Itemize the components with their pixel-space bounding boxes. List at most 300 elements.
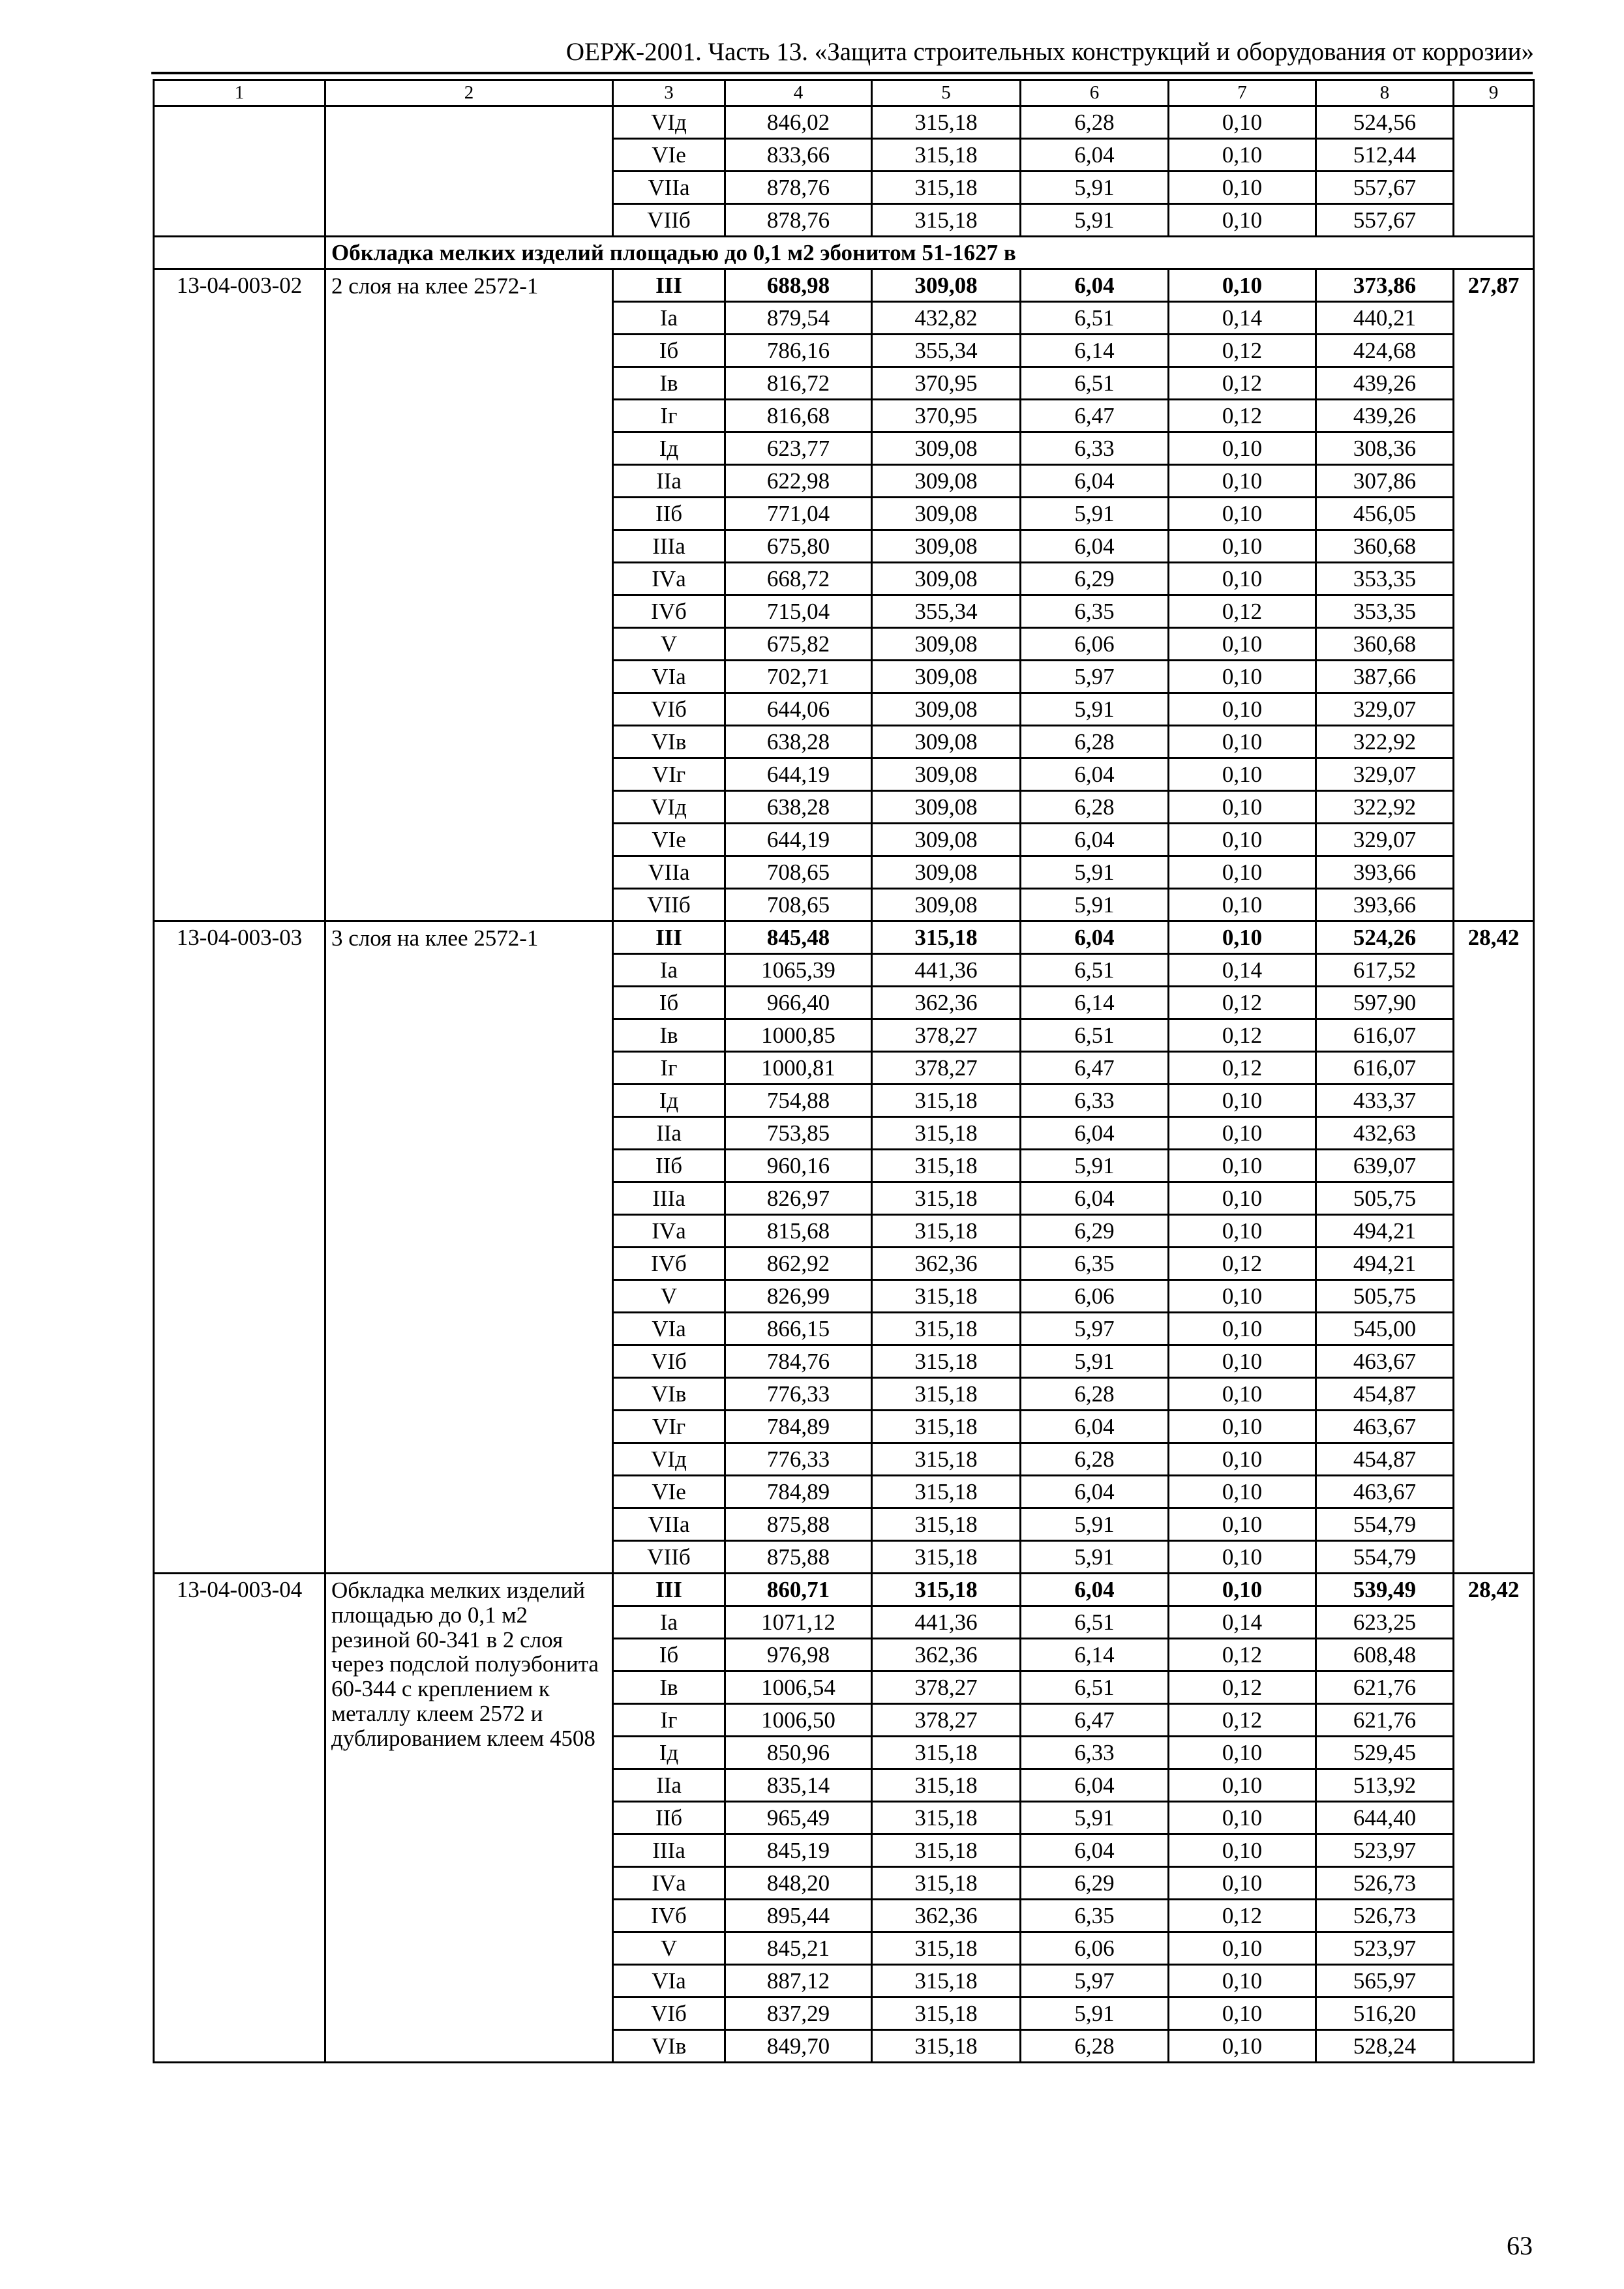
rate-cell: 27,87 [1454, 269, 1534, 921]
value-cell: 5,91 [1021, 498, 1169, 530]
zone-cell: V [613, 1280, 725, 1313]
value-cell: 835,14 [725, 1769, 872, 1802]
value-cell: 623,77 [725, 432, 872, 465]
value-cell: 5,91 [1021, 1802, 1169, 1834]
value-cell: 433,37 [1316, 1085, 1454, 1117]
column-number: 3 [613, 80, 725, 106]
rate-cell: 28,42 [1454, 1574, 1534, 2063]
value-cell: 0,10 [1169, 889, 1316, 921]
value-cell: 0,10 [1169, 530, 1316, 563]
column-number: 6 [1021, 80, 1169, 106]
value-cell: 608,48 [1316, 1639, 1454, 1671]
zone-cell: VIе [613, 1476, 725, 1508]
value-cell: 597,90 [1316, 987, 1454, 1019]
value-cell: 315,18 [872, 921, 1021, 954]
value-cell: 0,10 [1169, 1965, 1316, 1997]
value-cell: 621,76 [1316, 1671, 1454, 1704]
value-cell: 5,91 [1021, 1541, 1169, 1574]
value-cell: 494,21 [1316, 1248, 1454, 1280]
value-cell: 315,18 [872, 1182, 1021, 1215]
value-cell: 638,28 [725, 791, 872, 824]
zone-cell: V [613, 628, 725, 661]
value-cell: 6,47 [1021, 1052, 1169, 1085]
value-cell: 315,18 [872, 1769, 1021, 1802]
value-cell: 0,10 [1169, 758, 1316, 791]
value-cell: 1006,50 [725, 1704, 872, 1737]
table-row [154, 106, 1534, 139]
value-cell: 315,18 [872, 1345, 1021, 1378]
value-cell: 816,72 [725, 367, 872, 400]
value-cell: 360,68 [1316, 628, 1454, 661]
column-number: 4 [725, 80, 872, 106]
value-cell: 6,06 [1021, 1932, 1169, 1965]
value-cell: 6,51 [1021, 954, 1169, 987]
column-number: 7 [1169, 80, 1316, 106]
value-cell: 315,18 [872, 1541, 1021, 1574]
zone-cell: VIб [613, 1345, 725, 1378]
value-cell: 545,00 [1316, 1313, 1454, 1345]
value-cell: 771,04 [725, 498, 872, 530]
value-cell: 833,66 [725, 139, 872, 172]
value-cell: 0,10 [1169, 172, 1316, 204]
value-cell: 378,27 [872, 1052, 1021, 1085]
zone-cell: V [613, 1932, 725, 1965]
value-cell: 875,88 [725, 1508, 872, 1541]
value-cell: 528,24 [1316, 2030, 1454, 2063]
value-cell: 309,08 [872, 432, 1021, 465]
code-cell: 13-04-003-04 [154, 1574, 325, 2063]
value-cell: 0,10 [1169, 1834, 1316, 1867]
section-title: Обкладка мелких изделий площадью до 0,1 м2 эбонитом 51-1627 в [325, 237, 1534, 269]
value-cell: 786,16 [725, 335, 872, 367]
value-cell: 6,28 [1021, 791, 1169, 824]
value-cell: 784,76 [725, 1345, 872, 1378]
value-cell: 456,05 [1316, 498, 1454, 530]
zone-cell: Iа [613, 302, 725, 335]
value-cell: 0,10 [1169, 856, 1316, 889]
value-cell: 315,18 [872, 1802, 1021, 1834]
zone-cell: III [613, 269, 725, 302]
value-cell: 6,29 [1021, 563, 1169, 595]
value-cell: 0,10 [1169, 1932, 1316, 1965]
value-cell: 6,04 [1021, 921, 1169, 954]
value-cell: 315,18 [872, 1476, 1021, 1508]
zone-cell: VIа [613, 1965, 725, 1997]
value-cell: 5,91 [1021, 1997, 1169, 2030]
value-cell: 353,35 [1316, 595, 1454, 628]
zone-cell: IIа [613, 465, 725, 498]
value-cell: 6,28 [1021, 1443, 1169, 1476]
value-cell: 309,08 [872, 824, 1021, 856]
value-cell: 708,65 [725, 889, 872, 921]
value-cell: 860,71 [725, 1574, 872, 1606]
value-cell: 360,68 [1316, 530, 1454, 563]
value-cell: 0,10 [1169, 498, 1316, 530]
value-cell: 329,07 [1316, 824, 1454, 856]
value-cell: 668,72 [725, 563, 872, 595]
value-cell: 309,08 [872, 856, 1021, 889]
value-cell: 440,21 [1316, 302, 1454, 335]
value-cell: 0,12 [1169, 400, 1316, 432]
zone-cell: IIIа [613, 1834, 725, 1867]
zone-cell: VIг [613, 758, 725, 791]
value-cell: 6,04 [1021, 269, 1169, 302]
table-body [154, 80, 1534, 2063]
value-cell: 309,08 [872, 661, 1021, 693]
value-cell: 0,10 [1169, 1769, 1316, 1802]
zone-cell: VIв [613, 726, 725, 758]
value-cell: 539,49 [1316, 1574, 1454, 1606]
value-cell: 6,28 [1021, 106, 1169, 139]
value-cell: 315,18 [872, 1313, 1021, 1345]
column-number: 8 [1316, 80, 1454, 106]
value-cell: 6,35 [1021, 595, 1169, 628]
value-cell: 976,98 [725, 1639, 872, 1671]
value-cell: 965,49 [725, 1802, 872, 1834]
value-cell: 463,67 [1316, 1411, 1454, 1443]
value-cell: 0,10 [1169, 465, 1316, 498]
value-cell: 362,36 [872, 987, 1021, 1019]
value-cell: 622,98 [725, 465, 872, 498]
value-cell: 315,18 [872, 1965, 1021, 1997]
value-cell: 432,82 [872, 302, 1021, 335]
value-cell: 355,34 [872, 595, 1021, 628]
zone-cell: IVб [613, 1900, 725, 1932]
value-cell: 6,33 [1021, 1737, 1169, 1769]
value-cell: 315,18 [872, 1150, 1021, 1182]
description-cell: 2 слоя на клее 2572-1 [325, 269, 613, 921]
value-cell: 5,91 [1021, 1345, 1169, 1378]
value-cell: 644,19 [725, 758, 872, 791]
zone-cell: VIIа [613, 1508, 725, 1541]
value-cell: 0,12 [1169, 595, 1316, 628]
value-cell: 6,04 [1021, 1476, 1169, 1508]
value-cell: 494,21 [1316, 1215, 1454, 1248]
zone-cell: VIе [613, 139, 725, 172]
value-cell: 6,14 [1021, 987, 1169, 1019]
value-cell: 309,08 [872, 563, 1021, 595]
value-cell: 378,27 [872, 1671, 1021, 1704]
value-cell: 966,40 [725, 987, 872, 1019]
value-cell: 432,63 [1316, 1117, 1454, 1150]
column-number: 9 [1454, 80, 1534, 106]
value-cell: 0,12 [1169, 987, 1316, 1019]
value-cell: 878,76 [725, 172, 872, 204]
value-cell: 315,18 [872, 1117, 1021, 1150]
value-cell: 454,87 [1316, 1378, 1454, 1411]
value-cell: 895,44 [725, 1900, 872, 1932]
value-cell: 0,10 [1169, 432, 1316, 465]
value-cell: 6,33 [1021, 432, 1169, 465]
value-cell: 702,71 [725, 661, 872, 693]
zone-cell: VIд [613, 106, 725, 139]
value-cell: 0,10 [1169, 1476, 1316, 1508]
value-cell: 0,10 [1169, 1280, 1316, 1313]
value-cell: 826,99 [725, 1280, 872, 1313]
zone-cell: Iа [613, 1606, 725, 1639]
value-cell: 526,73 [1316, 1900, 1454, 1932]
value-cell: 623,25 [1316, 1606, 1454, 1639]
value-cell: 0,10 [1169, 139, 1316, 172]
value-cell: 355,34 [872, 335, 1021, 367]
value-cell: 378,27 [872, 1019, 1021, 1052]
value-cell: 557,67 [1316, 204, 1454, 237]
zone-cell: IIб [613, 498, 725, 530]
value-cell: 638,28 [725, 726, 872, 758]
value-cell: 362,36 [872, 1639, 1021, 1671]
zone-cell: VIв [613, 1378, 725, 1411]
value-cell: 848,20 [725, 1867, 872, 1900]
value-cell: 0,10 [1169, 1345, 1316, 1378]
value-cell: 845,21 [725, 1932, 872, 1965]
zone-cell: Iг [613, 1052, 725, 1085]
value-cell: 454,87 [1316, 1443, 1454, 1476]
zone-cell: VIд [613, 1443, 725, 1476]
value-cell: 708,65 [725, 856, 872, 889]
value-cell: 315,18 [872, 204, 1021, 237]
value-cell: 6,29 [1021, 1215, 1169, 1248]
value-cell: 315,18 [872, 1508, 1021, 1541]
value-cell: 524,26 [1316, 921, 1454, 954]
value-cell: 441,36 [872, 1606, 1021, 1639]
value-cell: 6,04 [1021, 139, 1169, 172]
value-cell: 616,07 [1316, 1019, 1454, 1052]
zone-cell: VIд [613, 791, 725, 824]
value-cell: 315,18 [872, 1280, 1021, 1313]
value-cell: 315,18 [872, 139, 1021, 172]
zone-cell: Iг [613, 1704, 725, 1737]
value-cell: 6,14 [1021, 335, 1169, 367]
value-cell: 0,10 [1169, 269, 1316, 302]
value-cell: 0,10 [1169, 1378, 1316, 1411]
value-cell: 0,12 [1169, 1900, 1316, 1932]
rate-cell [1454, 106, 1534, 237]
value-cell: 362,36 [872, 1900, 1021, 1932]
zone-cell: VIIб [613, 889, 725, 921]
value-cell: 6,04 [1021, 1411, 1169, 1443]
table-row [154, 921, 1534, 954]
value-cell: 0,10 [1169, 824, 1316, 856]
price-table [153, 79, 1535, 2063]
zone-cell: VIа [613, 1313, 725, 1345]
value-cell: 315,18 [872, 1378, 1021, 1411]
value-cell: 0,10 [1169, 563, 1316, 595]
value-cell: 617,52 [1316, 954, 1454, 987]
zone-cell: Iб [613, 1639, 725, 1671]
value-cell: 644,06 [725, 693, 872, 726]
value-cell: 715,04 [725, 595, 872, 628]
value-cell: 6,04 [1021, 758, 1169, 791]
value-cell: 6,29 [1021, 1867, 1169, 1900]
value-cell: 322,92 [1316, 726, 1454, 758]
value-cell: 315,18 [872, 2030, 1021, 2063]
value-cell: 0,12 [1169, 1052, 1316, 1085]
value-cell: 0,10 [1169, 1215, 1316, 1248]
value-cell: 523,97 [1316, 1834, 1454, 1867]
value-cell: 0,10 [1169, 1085, 1316, 1117]
value-cell: 0,10 [1169, 661, 1316, 693]
value-cell: 784,89 [725, 1411, 872, 1443]
value-cell: 309,08 [872, 498, 1021, 530]
value-cell: 309,08 [872, 628, 1021, 661]
value-cell: 6,35 [1021, 1248, 1169, 1280]
column-number-row [154, 80, 1534, 106]
value-cell: 0,10 [1169, 1411, 1316, 1443]
value-cell: 353,35 [1316, 563, 1454, 595]
value-cell: 6,47 [1021, 1704, 1169, 1737]
value-cell: 1000,81 [725, 1052, 872, 1085]
value-cell: 441,36 [872, 954, 1021, 987]
value-cell: 315,18 [872, 1411, 1021, 1443]
value-cell: 862,92 [725, 1248, 872, 1280]
value-cell: 784,89 [725, 1476, 872, 1508]
value-cell: 6,06 [1021, 628, 1169, 661]
value-cell: 309,08 [872, 758, 1021, 791]
value-cell: 0,10 [1169, 1737, 1316, 1769]
value-cell: 0,10 [1169, 726, 1316, 758]
value-cell: 309,08 [872, 791, 1021, 824]
value-cell: 875,88 [725, 1541, 872, 1574]
value-cell: 845,48 [725, 921, 872, 954]
value-cell: 5,97 [1021, 1965, 1169, 1997]
value-cell: 1000,85 [725, 1019, 872, 1052]
zone-cell: III [613, 1574, 725, 1606]
value-cell: 505,75 [1316, 1182, 1454, 1215]
value-cell: 5,91 [1021, 856, 1169, 889]
value-cell: 0,12 [1169, 1639, 1316, 1671]
value-cell: 6,04 [1021, 824, 1169, 856]
value-cell: 5,91 [1021, 1150, 1169, 1182]
value-cell: 6,04 [1021, 1574, 1169, 1606]
header-rule [151, 72, 1533, 74]
code-cell: 13-04-003-02 [154, 269, 325, 921]
description-cell: Обкладка мелких изделий площадью до 0,1 м2 резиной 60-341 в 2 слоя через подслой полуэбонита 60-344 с креплением к металлу клеем 2572 и дублированием клеем 4508 [325, 1574, 613, 2063]
value-cell: 776,33 [725, 1378, 872, 1411]
value-cell: 6,51 [1021, 1606, 1169, 1639]
value-cell: 5,91 [1021, 889, 1169, 921]
value-cell: 6,04 [1021, 1182, 1169, 1215]
value-cell: 5,91 [1021, 1508, 1169, 1541]
value-cell: 815,68 [725, 1215, 872, 1248]
value-cell: 1065,39 [725, 954, 872, 987]
value-cell: 557,67 [1316, 172, 1454, 204]
value-cell: 309,08 [872, 269, 1021, 302]
value-cell: 675,80 [725, 530, 872, 563]
value-cell: 6,47 [1021, 400, 1169, 432]
code-cell: 13-04-003-03 [154, 921, 325, 1574]
value-cell: 846,02 [725, 106, 872, 139]
zone-cell: IVб [613, 595, 725, 628]
value-cell: 6,28 [1021, 1378, 1169, 1411]
value-cell: 308,36 [1316, 432, 1454, 465]
value-cell: 0,10 [1169, 1802, 1316, 1834]
zone-cell: Iд [613, 1737, 725, 1769]
zone-cell: IIб [613, 1150, 725, 1182]
value-cell: 6,04 [1021, 1834, 1169, 1867]
zone-cell: Iб [613, 335, 725, 367]
value-cell: 0,10 [1169, 693, 1316, 726]
value-cell: 309,08 [872, 465, 1021, 498]
zone-cell: Iд [613, 1085, 725, 1117]
column-number: 5 [872, 80, 1021, 106]
zone-cell: VIг [613, 1411, 725, 1443]
value-cell: 0,12 [1169, 1248, 1316, 1280]
value-cell: 0,12 [1169, 335, 1316, 367]
value-cell: 329,07 [1316, 758, 1454, 791]
zone-cell: VIIб [613, 1541, 725, 1574]
value-cell: 565,97 [1316, 1965, 1454, 1997]
value-cell: 370,95 [872, 367, 1021, 400]
value-cell: 0,10 [1169, 1541, 1316, 1574]
description-cell [325, 106, 613, 237]
value-cell: 529,45 [1316, 1737, 1454, 1769]
value-cell: 6,04 [1021, 465, 1169, 498]
value-cell: 6,04 [1021, 530, 1169, 563]
value-cell: 378,27 [872, 1704, 1021, 1737]
value-cell: 315,18 [872, 1085, 1021, 1117]
value-cell: 5,91 [1021, 172, 1169, 204]
zone-cell: Iв [613, 367, 725, 400]
value-cell: 6,04 [1021, 1117, 1169, 1150]
zone-cell: III [613, 921, 725, 954]
value-cell: 675,82 [725, 628, 872, 661]
value-cell: 0,10 [1169, 1150, 1316, 1182]
column-number: 1 [154, 80, 325, 106]
value-cell: 309,08 [872, 693, 1021, 726]
value-cell: 5,97 [1021, 1313, 1169, 1345]
zone-cell: IIб [613, 1802, 725, 1834]
value-cell: 0,10 [1169, 1117, 1316, 1150]
value-cell: 879,54 [725, 302, 872, 335]
zone-cell: IIа [613, 1769, 725, 1802]
value-cell: 439,26 [1316, 400, 1454, 432]
value-cell: 0,14 [1169, 954, 1316, 987]
zone-cell: IIIа [613, 530, 725, 563]
value-cell: 6,14 [1021, 1639, 1169, 1671]
value-cell: 6,33 [1021, 1085, 1169, 1117]
value-cell: 0,12 [1169, 1671, 1316, 1704]
table-row [154, 269, 1534, 302]
value-cell: 826,97 [725, 1182, 872, 1215]
zone-cell: VIб [613, 1997, 725, 2030]
value-cell: 0,10 [1169, 1443, 1316, 1476]
value-cell: 0,10 [1169, 1182, 1316, 1215]
value-cell: 526,73 [1316, 1867, 1454, 1900]
value-cell: 878,76 [725, 204, 872, 237]
zone-cell: Iд [613, 432, 725, 465]
value-cell: 513,92 [1316, 1769, 1454, 1802]
value-cell: 329,07 [1316, 693, 1454, 726]
value-cell: 315,18 [872, 1737, 1021, 1769]
value-cell: 0,14 [1169, 302, 1316, 335]
value-cell: 315,18 [872, 1997, 1021, 2030]
value-cell: 0,10 [1169, 1508, 1316, 1541]
zone-cell: Iв [613, 1019, 725, 1052]
value-cell: 554,79 [1316, 1508, 1454, 1541]
value-cell: 516,20 [1316, 1997, 1454, 2030]
value-cell: 362,36 [872, 1248, 1021, 1280]
value-cell: 816,68 [725, 400, 872, 432]
value-cell: 0,10 [1169, 1574, 1316, 1606]
value-cell: 439,26 [1316, 367, 1454, 400]
value-cell: 463,67 [1316, 1345, 1454, 1378]
table-row [154, 1574, 1534, 1606]
value-cell: 6,35 [1021, 1900, 1169, 1932]
value-cell: 0,10 [1169, 921, 1316, 954]
value-cell: 315,18 [872, 1215, 1021, 1248]
page-header: ОЕРЖ-2001. Часть 13. «Защита строительных конструкций и оборудования от коррозии» [565, 38, 1534, 66]
page-number: 63 [1507, 2231, 1533, 2260]
